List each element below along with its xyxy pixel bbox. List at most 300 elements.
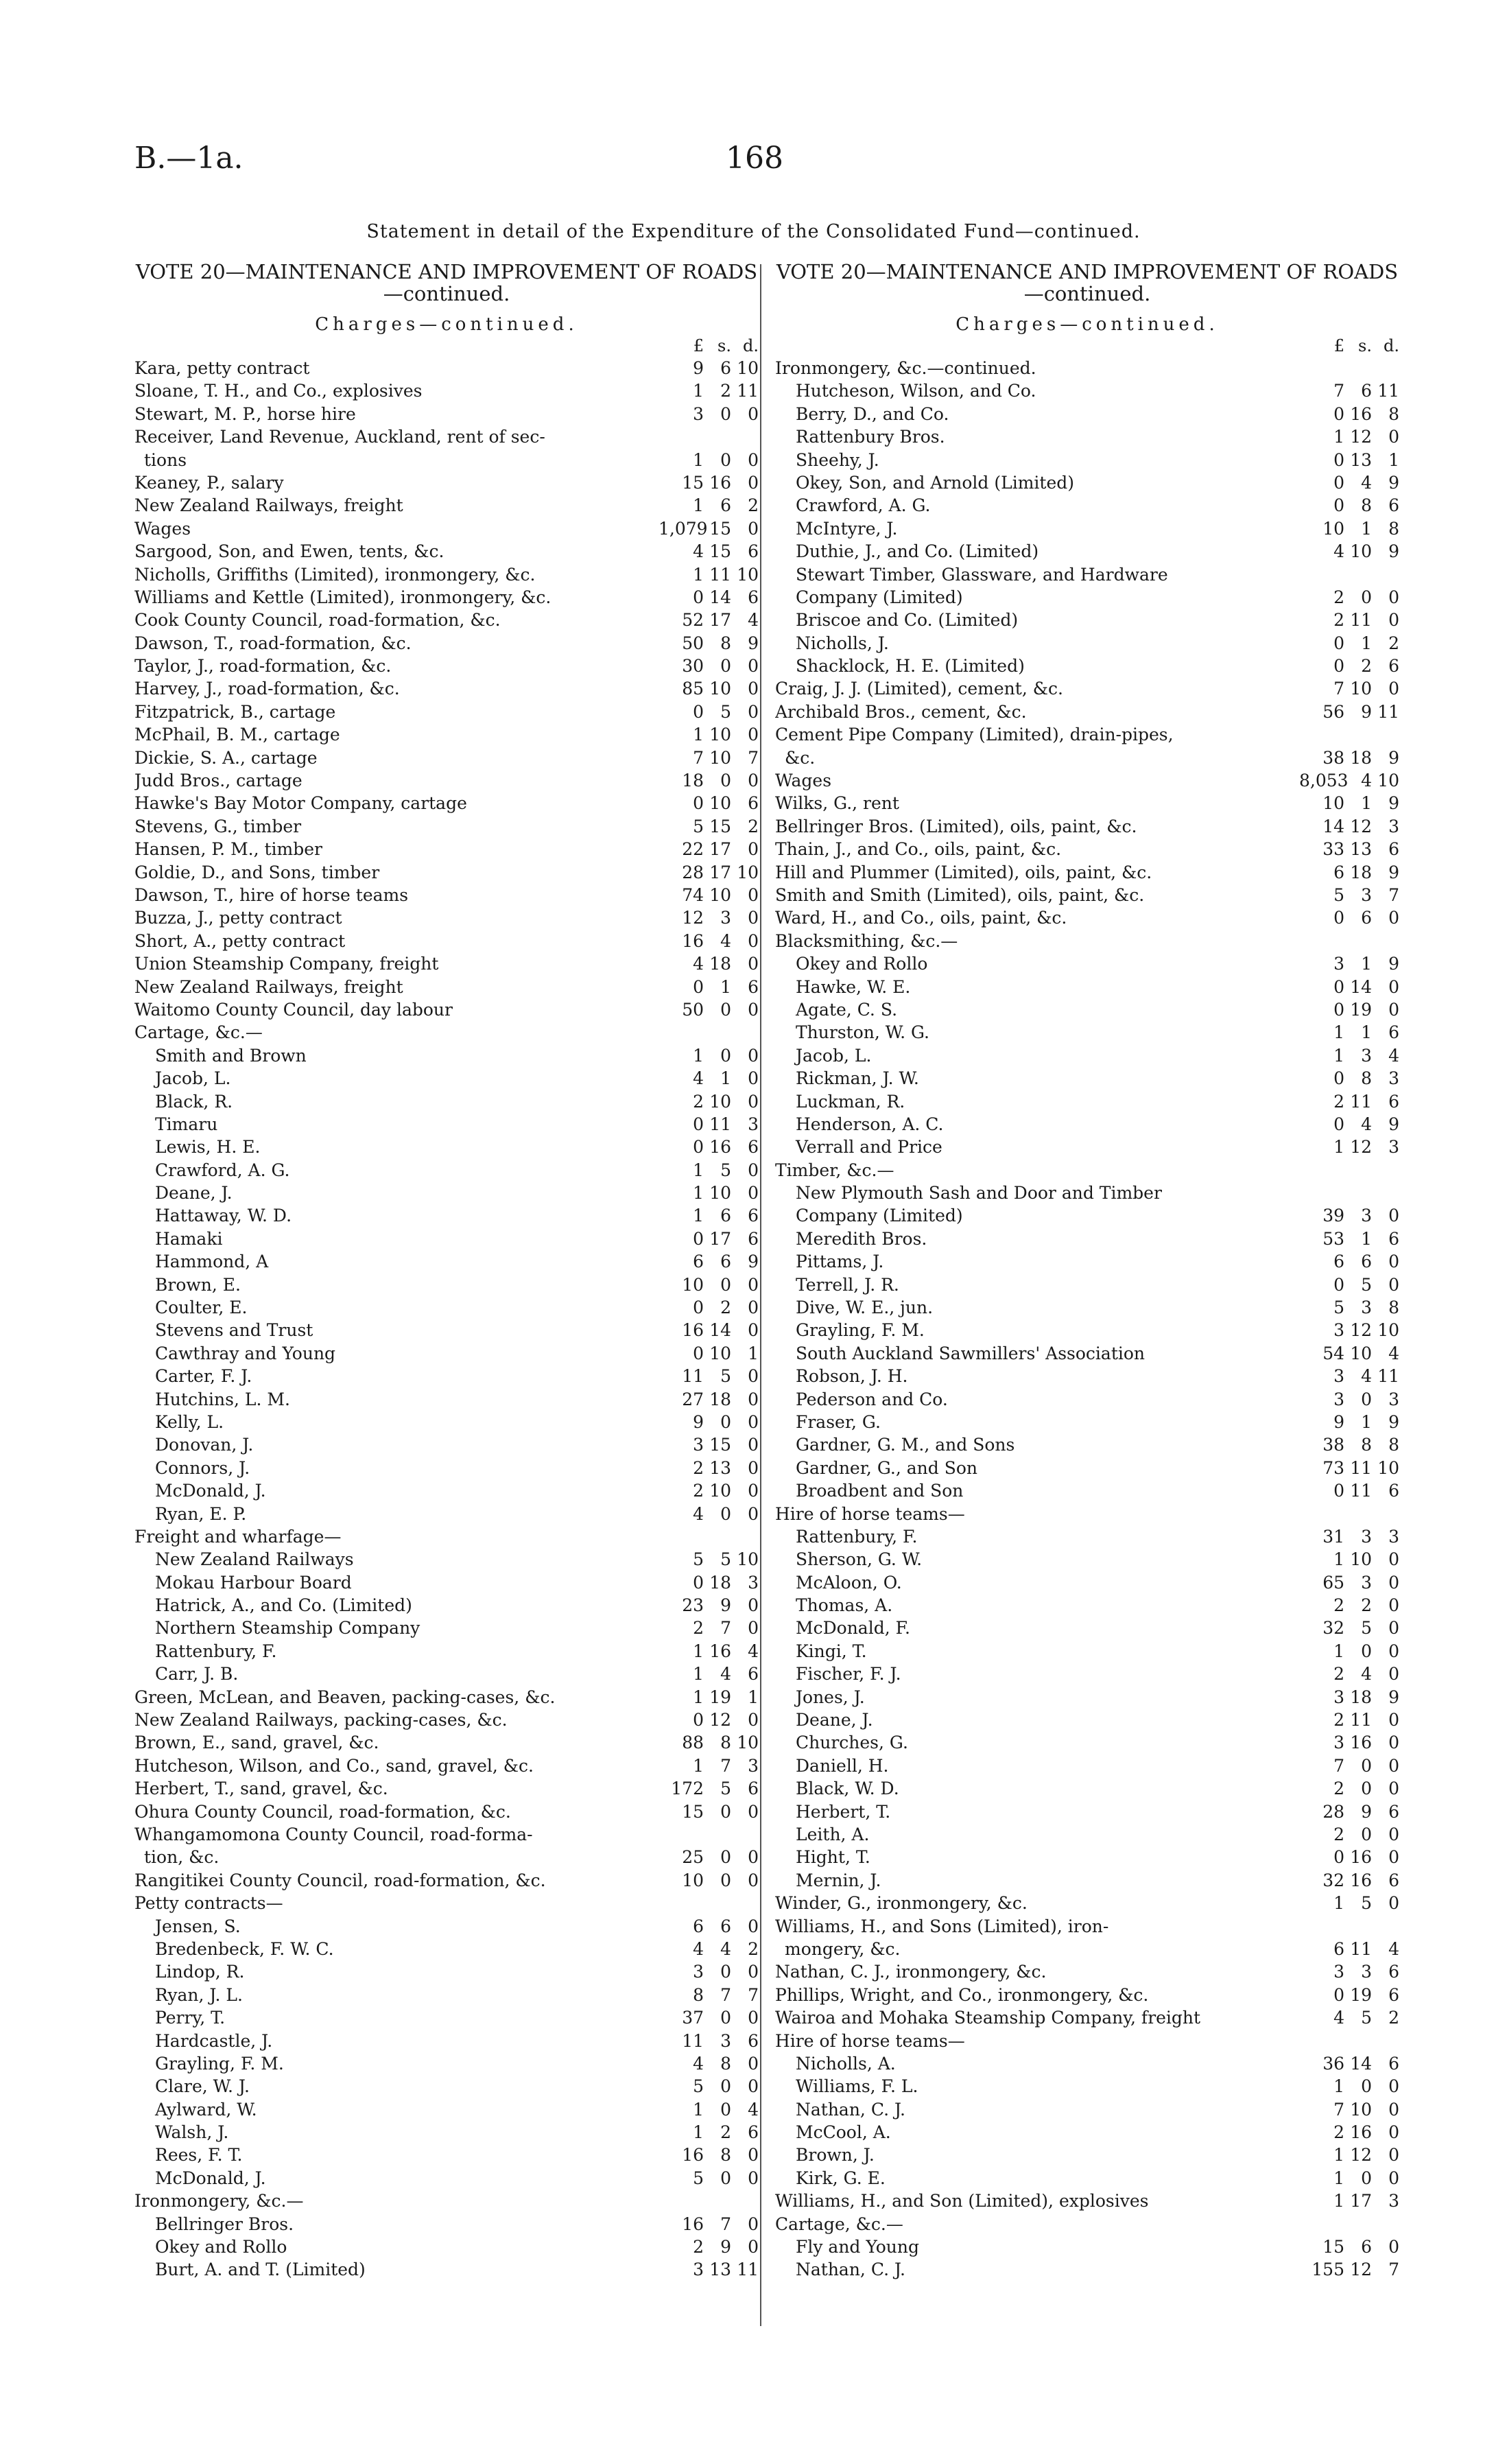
shillings-amount: 1 xyxy=(1361,1228,1372,1249)
pounds-amount: 1 xyxy=(693,1664,704,1685)
pence-amount: 0 xyxy=(1388,976,1399,997)
shillings-amount: 18 xyxy=(1350,1687,1372,1707)
pounds-amount xyxy=(1299,2213,1344,2236)
expenditure-row xyxy=(775,2052,1399,2075)
pence-amount: 0 xyxy=(748,1481,759,1501)
pence-amount xyxy=(731,2190,759,2212)
pounds-amount: 27 xyxy=(682,1389,704,1409)
payee-name: Wages xyxy=(134,518,191,539)
shillings-amount: 0 xyxy=(720,1274,731,1295)
pence-amount: 0 xyxy=(1388,2237,1399,2257)
pounds-amount: 3 xyxy=(693,1435,704,1455)
shillings-amount: 2 xyxy=(720,1298,731,1318)
pounds-amount: 7 xyxy=(1333,679,1344,699)
payee-name: Timaru xyxy=(155,1114,218,1134)
pounds-amount xyxy=(1299,1915,1344,1938)
pounds-amount: 16 xyxy=(682,930,704,951)
expenditure-row xyxy=(775,2190,1399,2212)
expenditure-row xyxy=(134,2121,759,2144)
pence-amount: 2 xyxy=(1388,2008,1399,2028)
shillings-amount: 16 xyxy=(1350,1733,1372,1753)
pence-amount: 1 xyxy=(1388,449,1399,470)
payee-name: Short, A., petty contract xyxy=(134,930,346,951)
shillings-amount: 0 xyxy=(720,2076,731,2097)
pence-amount: 10 xyxy=(1377,1320,1399,1341)
payee-name: McDonald, F. xyxy=(796,1618,910,1639)
pounds-amount xyxy=(1299,1182,1344,1204)
pence-amount: 11 xyxy=(1377,701,1399,722)
pounds-amount: 50 xyxy=(682,999,704,1020)
pounds-amount: 1 xyxy=(1333,2076,1344,2097)
pence-amount: 0 xyxy=(748,1618,759,1639)
pounds-amount: 0 xyxy=(1333,656,1344,677)
expenditure-row xyxy=(775,1709,1399,1731)
shillings-amount: 13 xyxy=(709,2260,731,2280)
pounds-amount: 4 xyxy=(1333,541,1344,562)
shillings-amount: 2 xyxy=(1361,1595,1372,1616)
pence-amount: 0 xyxy=(748,999,759,1020)
pounds-amount: 1 xyxy=(693,725,704,745)
shillings-amount: 16 xyxy=(1350,2122,1372,2143)
expenditure-row xyxy=(134,815,759,838)
expenditure-row xyxy=(134,586,759,609)
shillings-header: s. xyxy=(717,336,731,355)
shillings-amount: 8 xyxy=(720,2145,731,2166)
shillings-amount: 3 xyxy=(1361,884,1372,905)
shillings-amount: 1 xyxy=(1361,633,1372,653)
shillings-amount: 16 xyxy=(1350,1847,1372,1868)
pence-amount: 1 xyxy=(748,1687,759,1707)
pounds-amount: 65 xyxy=(1322,1572,1344,1593)
pence-amount: 6 xyxy=(1388,1228,1399,1249)
shillings-amount: 3 xyxy=(1361,1962,1372,1982)
expenditure-row xyxy=(134,1640,759,1663)
expenditure-row xyxy=(134,2213,759,2236)
pounds-amount: 0 xyxy=(1333,495,1344,516)
shillings-amount: 1 xyxy=(1361,518,1372,539)
payee-name: Okey and Rollo xyxy=(796,954,928,974)
expenditure-row xyxy=(134,1228,759,1250)
expenditure-row xyxy=(775,471,1399,494)
pounds-amount: 3 xyxy=(693,1962,704,1982)
expenditure-row xyxy=(775,1388,1399,1411)
pence-amount xyxy=(1372,1182,1399,1204)
expenditure-row xyxy=(775,1228,1399,1250)
expenditure-row xyxy=(134,1869,759,1892)
pounds-amount: 2 xyxy=(1333,1824,1344,1844)
shillings-amount: 19 xyxy=(1350,1984,1372,2005)
expenditure-row xyxy=(134,1800,759,1823)
payee-name: Union Steamship Company, freight xyxy=(134,954,439,974)
payee-name: Dickie, S. A., cartage xyxy=(134,747,318,768)
shillings-amount: 14 xyxy=(709,1320,731,1341)
pence-amount: 0 xyxy=(748,518,759,539)
pounds-amount: 2 xyxy=(693,1091,704,1112)
pence-amount: 0 xyxy=(748,2076,759,2097)
shillings-amount: 9 xyxy=(1361,1801,1372,1822)
pence-amount: 0 xyxy=(748,1183,759,1204)
expenditure-row xyxy=(134,1113,759,1136)
pence-amount: 9 xyxy=(1388,747,1399,768)
expenditure-row xyxy=(775,2213,1399,2236)
shillings-amount: 0 xyxy=(720,449,731,470)
pounds-amount: 1 xyxy=(693,1045,704,1066)
pence-header: d. xyxy=(1384,336,1399,355)
pounds-amount: 1 xyxy=(693,381,704,401)
pounds-amount: 38 xyxy=(1322,747,1344,768)
pounds-amount: 54 xyxy=(1322,1343,1344,1363)
pounds-amount: 0 xyxy=(693,1137,704,1158)
expenditure-row xyxy=(775,701,1399,723)
pounds-amount: 2 xyxy=(693,1481,704,1501)
left-column xyxy=(134,261,759,2281)
pounds-amount: 1 xyxy=(693,2122,704,2143)
expenditure-row xyxy=(775,952,1399,975)
pence-amount: 9 xyxy=(748,633,759,653)
shillings-amount: 0 xyxy=(1361,1641,1372,1661)
payee-name: Fitzpatrick, B., cartage xyxy=(134,701,336,722)
charges-heading: Charges—continued. xyxy=(315,314,578,335)
shillings-amount: 13 xyxy=(1350,449,1372,470)
payee-name: Harvey, J., road-formation, &c. xyxy=(134,679,400,699)
shillings-amount: 7 xyxy=(720,1984,731,2005)
pounds-amount: 2 xyxy=(693,2237,704,2257)
expenditure-row xyxy=(134,1548,759,1571)
pounds-amount: 1,079 xyxy=(658,518,708,539)
shillings-amount: 15 xyxy=(709,518,731,539)
pounds-amount: 5 xyxy=(1333,1298,1344,1318)
pounds-amount: 0 xyxy=(1333,449,1344,470)
shillings-amount: 19 xyxy=(1350,999,1372,1020)
shillings-amount: 9 xyxy=(720,2237,731,2257)
shillings-amount: 5 xyxy=(1361,1618,1372,1639)
shillings-amount: 11 xyxy=(1350,1091,1372,1112)
pence-amount: 6 xyxy=(748,793,759,814)
expenditure-row xyxy=(775,1640,1399,1663)
payee-name: Nicholls, A. xyxy=(796,2053,896,2074)
payee-name: Hamaki xyxy=(155,1228,223,1249)
pounds-amount: 1 xyxy=(1333,1137,1344,1158)
expenditure-row xyxy=(775,1869,1399,1892)
payee-name: McDonald, J. xyxy=(155,1481,266,1501)
shillings-amount: 14 xyxy=(709,587,731,607)
payee-name: Buzza, J., petty contract xyxy=(134,908,342,928)
pounds-amount: 88 xyxy=(682,1733,704,1753)
expenditure-row xyxy=(134,2190,759,2212)
shillings-amount: 2 xyxy=(1361,656,1372,677)
expenditure-row xyxy=(775,1067,1399,1090)
payee-name: Smith and Smith (Limited), oils, paint, &c. xyxy=(775,884,1145,905)
shillings-amount: 0 xyxy=(1361,1779,1372,1799)
shillings-amount: 16 xyxy=(709,472,731,493)
pounds-amount: 0 xyxy=(693,1228,704,1249)
pounds-amount: 5 xyxy=(693,1549,704,1570)
pence-amount: 10 xyxy=(737,564,759,585)
shillings-amount: 0 xyxy=(1361,1389,1372,1409)
right-column xyxy=(775,261,1399,2281)
payee-name: Thomas, A. xyxy=(796,1595,893,1616)
pence-amount xyxy=(1372,1915,1399,1938)
shillings-amount: 11 xyxy=(1350,1938,1372,1959)
shillings-amount: 14 xyxy=(1350,976,1372,997)
shillings-amount xyxy=(1344,1159,1372,1182)
payee-name: Smith and Brown xyxy=(155,1045,307,1066)
payee-name: Carter, F. J. xyxy=(155,1366,252,1387)
pounds-amount: 23 xyxy=(682,1595,704,1616)
payee-name: Burt, A. and T. (Limited) xyxy=(155,2260,366,2280)
pounds-amount: 11 xyxy=(682,1366,704,1387)
shillings-amount: 0 xyxy=(720,771,731,791)
expenditure-row xyxy=(775,357,1399,379)
expenditure-row xyxy=(775,1319,1399,1341)
payee-name: Jones, J. xyxy=(796,1687,865,1707)
shillings-amount: 6 xyxy=(720,1916,731,1936)
shillings-amount: 12 xyxy=(1350,816,1372,836)
expenditure-row xyxy=(775,1571,1399,1594)
shillings-amount: 0 xyxy=(1361,2076,1372,2097)
payee-name: Williams, H., and Sons (Limited), iron- xyxy=(775,1916,1109,1936)
shillings-amount: 11 xyxy=(1350,1457,1372,1478)
payee-name: Kirk, G. E. xyxy=(796,2168,886,2188)
expenditure-row xyxy=(134,403,759,425)
payee-name: Cook County Council, road-formation, &c. xyxy=(134,610,501,631)
pounds-amount: 15 xyxy=(682,472,704,493)
pence-amount xyxy=(731,1823,759,1846)
payee-name: Goldie, D., and Sons, timber xyxy=(134,862,380,882)
pounds-amount xyxy=(1299,1159,1344,1182)
pence-amount xyxy=(731,425,759,448)
pence-amount: 6 xyxy=(748,1779,759,1799)
shillings-amount: 8 xyxy=(1361,1068,1372,1089)
pence-amount: 3 xyxy=(1388,2191,1399,2211)
pence-amount: 0 xyxy=(748,1916,759,1936)
expenditure-row xyxy=(134,1915,759,1938)
pence-amount xyxy=(731,1525,759,1548)
payee-name: Hight, T. xyxy=(796,1847,870,1868)
pence-amount: 0 xyxy=(748,2168,759,2188)
pounds-amount: 2 xyxy=(693,1457,704,1478)
pounds-amount: 30 xyxy=(682,656,704,677)
pence-amount: 6 xyxy=(1388,495,1399,516)
pounds-amount xyxy=(658,1525,704,1548)
payee-name: Aylward, W. xyxy=(155,2099,257,2120)
expenditure-row xyxy=(134,1136,759,1158)
expenditure-row xyxy=(775,1113,1399,1136)
expenditure-row xyxy=(134,1503,759,1525)
expenditure-row xyxy=(775,1915,1399,1938)
payee-name: Verrall and Price xyxy=(796,1137,942,1158)
expenditure-row xyxy=(775,1617,1399,1639)
payee-name: Ryan, J. L. xyxy=(155,1984,243,2005)
payee-name: Gardner, G. M., and Sons xyxy=(796,1435,1015,1455)
pounds-amount xyxy=(1299,723,1344,746)
shillings-amount: 0 xyxy=(720,2099,731,2120)
shillings-amount: 13 xyxy=(1350,839,1372,860)
pence-amount: 0 xyxy=(1388,1252,1399,1272)
pence-amount: 9 xyxy=(1388,954,1399,974)
expenditure-row xyxy=(134,1319,759,1341)
shillings-amount xyxy=(1344,723,1372,746)
pounds-amount: 7 xyxy=(1333,381,1344,401)
expenditure-row xyxy=(134,1159,759,1182)
payee-name: Sheehy, J. xyxy=(796,449,879,470)
pence-amount: 0 xyxy=(1388,1274,1399,1295)
payee-name: Petty contracts— xyxy=(134,1893,283,1914)
payee-name: Rangitikei County Council, road-formation, &c. xyxy=(134,1870,546,1890)
pounds-amount: 0 xyxy=(1333,1847,1344,1868)
payee-name: Coulter, E. xyxy=(155,1298,248,1318)
pence-amount: 8 xyxy=(1388,518,1399,539)
pounds-amount: 1 xyxy=(1333,1549,1344,1570)
payee-name: Williams and Kettle (Limited), ironmongery, &c. xyxy=(134,587,551,607)
expenditure-row xyxy=(775,403,1399,425)
pence-amount: 0 xyxy=(748,1045,759,1066)
shillings-amount: 0 xyxy=(720,656,731,677)
expenditure-row xyxy=(775,677,1399,700)
money-column-headers xyxy=(134,335,759,357)
payee-name: Nicholls, Griffiths (Limited), ironmongery, &c. xyxy=(134,564,536,585)
expenditure-row xyxy=(134,517,759,540)
payee-name: Hutcheson, Wilson, and Co. xyxy=(796,381,1036,401)
shillings-amount: 6 xyxy=(720,1252,731,1272)
expenditure-row xyxy=(134,1755,759,1777)
shillings-amount: 1 xyxy=(720,1068,731,1089)
pence-amount: 6 xyxy=(1388,1801,1399,1822)
pence-amount: 0 xyxy=(748,1595,759,1616)
payee-name: &c. xyxy=(785,747,816,768)
pounds-amount: 3 xyxy=(1333,1687,1344,1707)
pence-amount: 0 xyxy=(748,1389,759,1409)
payee-name: Company (Limited) xyxy=(796,1206,963,1226)
pounds-header: £ xyxy=(1333,336,1344,355)
shillings-amount: 1 xyxy=(1361,793,1372,814)
payee-name: Wilks, G., rent xyxy=(775,793,899,814)
shillings-amount: 3 xyxy=(1361,1526,1372,1547)
pence-amount: 3 xyxy=(748,1755,759,1776)
expenditure-row xyxy=(775,723,1399,746)
payee-name: Churches, G. xyxy=(796,1733,908,1753)
pounds-amount: 16 xyxy=(682,2145,704,2166)
shillings-amount: 0 xyxy=(720,403,731,424)
shillings-amount xyxy=(704,1823,731,1846)
payee-name: Stevens and Trust xyxy=(155,1320,313,1341)
payee-name: Stewart Timber, Glassware, and Hardware xyxy=(796,564,1168,585)
pounds-amount: 9 xyxy=(693,358,704,378)
payee-name: Northern Steamship Company xyxy=(155,1618,420,1639)
expenditure-row xyxy=(134,2006,759,2029)
payee-name: Black, R. xyxy=(155,1091,233,1112)
pounds-amount: 28 xyxy=(1322,1801,1344,1822)
payee-name: Leith, A. xyxy=(796,1824,870,1844)
shillings-amount: 5 xyxy=(720,1160,731,1180)
shillings-amount: 18 xyxy=(709,954,731,974)
pence-amount: 6 xyxy=(748,1137,759,1158)
shillings-amount: 4 xyxy=(720,930,731,951)
shillings-amount: 1 xyxy=(720,976,731,997)
expenditure-row xyxy=(134,861,759,884)
expenditure-row xyxy=(134,2144,759,2166)
expenditure-row xyxy=(775,884,1399,906)
pence-amount: 4 xyxy=(748,610,759,631)
pounds-amount: 2 xyxy=(1333,610,1344,631)
expenditure-row xyxy=(775,1342,1399,1365)
shillings-amount: 9 xyxy=(1361,701,1372,722)
pence-amount: 6 xyxy=(748,1664,759,1685)
payee-name: Crawford, A. G. xyxy=(796,495,931,516)
pence-amount: 9 xyxy=(1388,472,1399,493)
expenditure-row xyxy=(775,655,1399,677)
pence-amount: 0 xyxy=(748,1160,759,1180)
payee-name: Cawthray and Young xyxy=(155,1343,336,1363)
shillings-amount: 8 xyxy=(720,2053,731,2074)
payee-name: McDonald, J. xyxy=(155,2168,266,2188)
shillings-amount: 13 xyxy=(709,1457,731,1478)
pence-amount: 4 xyxy=(1388,1343,1399,1363)
pounds-amount: 6 xyxy=(1333,862,1344,882)
expenditure-row xyxy=(134,1960,759,1983)
shillings-amount: 5 xyxy=(1361,1274,1372,1295)
payee-name: Williams, F. L. xyxy=(796,2076,918,2097)
payee-name: Nicholls, J. xyxy=(796,633,889,653)
document-reference: B.—1a. xyxy=(134,141,244,176)
pence-amount: 10 xyxy=(737,1733,759,1753)
pounds-amount: 0 xyxy=(1333,976,1344,997)
pence-amount: 2 xyxy=(748,816,759,836)
pounds-amount: 3 xyxy=(1333,1366,1344,1387)
expenditure-row xyxy=(775,861,1399,884)
expenditure-row xyxy=(134,1388,759,1411)
pence-amount xyxy=(731,1892,759,1914)
payee-name: Berry, D., and Co. xyxy=(796,403,949,424)
pence-amount: 10 xyxy=(737,1549,759,1570)
expenditure-row xyxy=(134,471,759,494)
expenditure-row xyxy=(134,1457,759,1479)
expenditure-row xyxy=(134,449,759,471)
pence-amount: 0 xyxy=(1388,1572,1399,1593)
payee-name: Kelly, L. xyxy=(155,1411,224,1432)
pounds-header: £ xyxy=(693,336,704,355)
payee-name: Fraser, G. xyxy=(796,1411,881,1432)
payee-name: Kingi, T. xyxy=(796,1641,867,1661)
shillings-amount: 16 xyxy=(1350,1870,1372,1890)
shillings-amount: 17 xyxy=(709,1228,731,1249)
pence-amount: 0 xyxy=(748,1068,759,1089)
expenditure-row xyxy=(775,1731,1399,1754)
shillings-amount: 4 xyxy=(1361,771,1372,791)
pounds-amount: 53 xyxy=(1322,1228,1344,1249)
page-header xyxy=(0,141,1507,182)
payee-name: Green, McLean, and Beaven, packing-cases, &c. xyxy=(134,1687,556,1707)
shillings-amount: 4 xyxy=(720,1664,731,1685)
pence-amount: 9 xyxy=(1388,793,1399,814)
shillings-amount: 16 xyxy=(1350,403,1372,424)
payee-name: Bredenbeck, F. W. C. xyxy=(155,1938,334,1959)
expenditure-row xyxy=(134,2075,759,2098)
pounds-amount: 0 xyxy=(1333,403,1344,424)
expenditure-row xyxy=(134,677,759,700)
pence-amount: 0 xyxy=(748,1091,759,1112)
pounds-amount: 0 xyxy=(693,976,704,997)
payee-name: Stevens, G., timber xyxy=(134,816,302,836)
shillings-amount: 10 xyxy=(709,1183,731,1204)
shillings-amount: 10 xyxy=(1350,2099,1372,2120)
expenditure-row xyxy=(775,563,1399,586)
expenditure-row xyxy=(134,1044,759,1067)
payee-name: Hutcheson, Wilson, and Co., sand, gravel, &c. xyxy=(134,1755,534,1776)
shillings-amount: 18 xyxy=(709,1572,731,1593)
expenditure-row xyxy=(775,1594,1399,1617)
expenditure-row xyxy=(134,723,759,746)
